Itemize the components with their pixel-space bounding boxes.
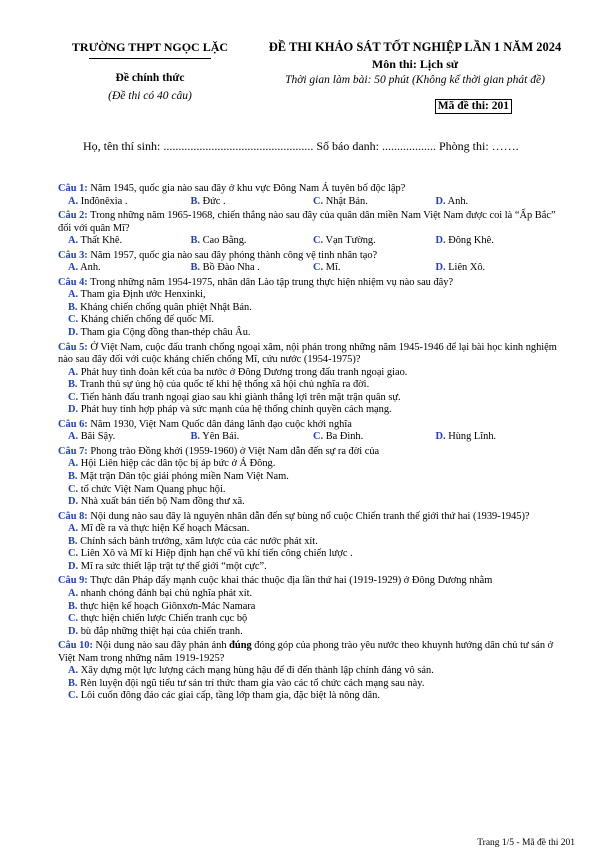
option-text: Nhà xuất bản tiến bộ Nam đồng thư xã. xyxy=(78,496,245,508)
option-letter: D. xyxy=(435,431,446,443)
option-text: Vạn Tường. xyxy=(323,235,376,247)
answer-options xyxy=(58,588,558,638)
option-text: nhanh chóng đánh bại chủ nghĩa phát xít. xyxy=(78,587,253,599)
option-text: Chính sách bành trướng, xâm lược của các nước phát xít. xyxy=(77,535,318,547)
answer-option xyxy=(58,496,558,509)
question-stem xyxy=(58,446,558,459)
option-letter: B. xyxy=(190,431,201,443)
answer-option xyxy=(313,196,436,209)
answer-option xyxy=(58,561,558,574)
question-label: Câu 5: xyxy=(58,341,88,353)
exam-title: ĐỀ THI KHẢO SÁT TỐT NGHIỆP LẦN 1 NĂM 2024 xyxy=(268,40,562,54)
answer-option xyxy=(58,665,558,678)
answer-options xyxy=(58,196,558,209)
question-text: Thực dân Pháp đẩy mạnh cuộc khai thác thuộc địa lần thứ hai (1919-1929) ở Đông Dương nhằm xyxy=(87,575,493,587)
answer-option xyxy=(191,196,314,209)
answer-option xyxy=(58,302,558,315)
option-letter: A. xyxy=(68,587,79,599)
question-label: Câu 3: xyxy=(58,249,88,261)
option-letter: A. xyxy=(68,523,79,535)
option-letter: D. xyxy=(68,327,79,339)
option-text: Xây dựng một lực lượng cách mạng hùng hậu để đi đến thành lập chính đảng vô sản. xyxy=(78,665,434,677)
answer-options xyxy=(58,289,558,339)
option-text: Liên Xô và Mĩ kí Hiệp định hạn chế vũ khí tiến công chiến lược . xyxy=(78,548,353,560)
answer-option xyxy=(58,367,558,380)
question-stem xyxy=(58,640,558,665)
option-text: Hùng Lĩnh. xyxy=(445,431,497,443)
question-item xyxy=(58,250,558,275)
option-text: Tiến hành đấu tranh ngoại giao sau khi giành thắng lợi trên mặt trận quân sự. xyxy=(78,391,401,403)
option-text: Tham gia Định ước Henxinki, xyxy=(78,289,206,301)
question-item xyxy=(58,511,558,574)
answer-option xyxy=(58,690,558,703)
option-letter: D. xyxy=(435,235,446,247)
option-text: Anh. xyxy=(78,262,101,274)
answer-option xyxy=(58,458,558,471)
question-emphasis: đúng xyxy=(229,640,252,652)
answer-option xyxy=(58,289,558,302)
question-label: Câu 8: xyxy=(58,510,88,522)
option-text: Ba Đình. xyxy=(323,431,364,443)
option-letter: D. xyxy=(435,195,446,207)
header-right xyxy=(250,40,580,86)
question-item xyxy=(58,183,558,208)
option-letter: C. xyxy=(68,548,79,560)
answer-option xyxy=(58,404,558,417)
question-text: Trong những năm 1954-1975, nhân dân Lào tập trung thực hiện nhiệm vụ nào sau đây? xyxy=(87,276,454,288)
answer-option xyxy=(313,431,436,444)
option-text: Hội Liên hiệp các dân tộc bị áp bức ở Á Đông. xyxy=(78,458,276,470)
option-letter: B. xyxy=(68,535,78,547)
option-text: Tranh thủ sự ủng hộ của quốc tế khi hệ thống xã hội chủ nghĩa ra đời. xyxy=(77,379,370,391)
option-letter: C. xyxy=(68,690,79,702)
answer-option xyxy=(68,431,191,444)
answer-option xyxy=(58,471,558,484)
option-text: Mĩ đề ra và thực hiện Kế hoạch Mácsan. xyxy=(78,523,250,535)
page-footer: Trang 1/5 - Mã đề thi 201 xyxy=(477,838,575,848)
question-text: Năm 1945, quốc gia nào sau đây ở khu vực Đông Nam Á tuyên bố độc lập? xyxy=(87,183,406,194)
option-text: Yên Bái. xyxy=(200,431,240,443)
exam-code-box xyxy=(435,99,512,114)
option-text: bù đắp những thiệt hại của chiến tranh. xyxy=(78,625,243,637)
option-letter: D. xyxy=(68,560,79,572)
answer-option xyxy=(58,588,558,601)
option-text: Kháng chiến chống quân phiệt Nhật Bản. xyxy=(77,301,252,313)
question-text: Nội dung nào sau đây là nguyên nhân dẫn đến sự bùng nổ cuộc Chiến tranh thế giới thứ hai (1939-1945)? xyxy=(87,510,530,522)
question-label: Câu 10: xyxy=(58,640,93,652)
answer-option xyxy=(58,548,558,561)
option-text: Cao Bằng. xyxy=(200,235,247,247)
question-stem xyxy=(58,210,558,235)
answer-options xyxy=(58,262,558,275)
answer-option xyxy=(58,601,558,614)
answer-option xyxy=(68,262,191,275)
question-item xyxy=(58,277,558,340)
option-text: Tham gia Cộng đồng than-thép châu Âu. xyxy=(78,327,251,339)
question-text-cont: đóng góp của phong trào yêu nước theo khuynh hướng dân chủ tư sản ở Việt Nam trong những năm 1919-1925? xyxy=(58,640,554,664)
answer-option xyxy=(191,431,314,444)
answer-option xyxy=(436,196,559,209)
answer-options xyxy=(58,523,558,573)
option-letter: C. xyxy=(313,195,324,207)
option-letter: C. xyxy=(313,262,324,274)
option-text: Bãi Sậy. xyxy=(78,431,116,443)
candidate-info-line: Họ, tên thí sinh: .................................................. Số báo danh: .................. Phòng thi: ……. xyxy=(83,139,519,153)
option-text: Bồ Đào Nha . xyxy=(200,262,260,274)
option-letter: C. xyxy=(313,431,324,443)
question-label: Câu 4: xyxy=(58,276,88,288)
header-divider xyxy=(89,58,211,59)
question-item xyxy=(58,640,558,703)
question-label: Câu 2: xyxy=(58,210,88,222)
exam-subject: Môn thi: Lịch sử xyxy=(371,57,459,71)
question-item xyxy=(58,419,558,444)
question-label: Câu 9: xyxy=(58,575,88,587)
official-label: Đề chính thức xyxy=(115,72,185,84)
question-text: Ở Việt Nam, cuộc đấu tranh chống ngoại xâm, nội phản trong những năm 1945-1946 để lại bài học kinh nghiệm nào sau đây đối với cuộc kháng chiến chống Mĩ, cứu nước (1954-1975)? xyxy=(58,341,557,366)
option-letter: B. xyxy=(190,235,201,247)
question-stem xyxy=(58,277,558,290)
option-letter: A. xyxy=(68,235,79,247)
option-text: Đức . xyxy=(200,195,226,207)
option-letter: A. xyxy=(68,458,79,470)
answer-options xyxy=(58,367,558,417)
question-stem xyxy=(58,342,558,367)
option-letter: C. xyxy=(68,613,79,625)
question-label: Câu 1: xyxy=(58,183,88,194)
option-text: Mĩ. xyxy=(323,262,341,274)
answer-option xyxy=(58,626,558,639)
option-text: Liên Xô. xyxy=(445,262,486,274)
option-letter: C. xyxy=(68,483,79,495)
answer-option xyxy=(191,235,314,248)
option-text: thực hiện chiến lược Chiến tranh cục bộ xyxy=(78,613,248,625)
option-text: Phát huy tính hợp pháp và sức mạnh của hệ thống chính quyền cách mạng. xyxy=(78,404,392,416)
answer-option xyxy=(58,314,558,327)
option-letter: A. xyxy=(68,665,79,677)
answer-option xyxy=(58,379,558,392)
option-text: Anh. xyxy=(445,195,469,207)
option-letter: B. xyxy=(68,379,78,391)
question-text: Năm 1957, quốc gia nào sau đây phóng thành công vệ tinh nhân tạo? xyxy=(87,249,378,261)
option-letter: D. xyxy=(68,625,79,637)
option-letter: D. xyxy=(68,404,79,416)
question-list xyxy=(58,183,558,705)
option-text: Inđônêxia . xyxy=(78,195,128,207)
answer-option xyxy=(436,235,559,248)
answer-option xyxy=(436,431,559,444)
answer-option xyxy=(313,262,436,275)
option-text: Rèn luyện đội ngũ tiểu tư sản trí thức tham gia vào các tổ chức cách mạng sau này. xyxy=(77,677,425,689)
question-stem xyxy=(58,575,558,588)
option-letter: B. xyxy=(68,677,78,689)
question-item xyxy=(58,342,558,417)
answer-options xyxy=(58,431,558,444)
option-letter: B. xyxy=(190,262,201,274)
option-letter: D. xyxy=(435,262,446,274)
answer-option xyxy=(436,262,559,275)
answer-options xyxy=(58,665,558,703)
option-text: Lôi cuốn đông đảo các giai cấp, tầng lớp tham gia, đặc biệt là nông dân. xyxy=(78,690,380,702)
answer-option xyxy=(191,262,314,275)
option-letter: B. xyxy=(68,471,78,483)
pages-note: (Đề thi có 40 câu) xyxy=(108,90,192,102)
option-text: Phát huy tình đoàn kết của ba nước ở Đông Dương trong đấu tranh ngoại giao. xyxy=(78,366,408,378)
option-letter: A. xyxy=(68,366,79,378)
answer-option xyxy=(68,196,191,209)
option-text: Đông Khê. xyxy=(445,235,494,247)
school-name: TRƯỜNG THPT NGỌC LẶC xyxy=(71,40,229,54)
option-letter: A. xyxy=(68,195,79,207)
answer-options xyxy=(58,458,558,508)
question-text: Năm 1930, Việt Nam Quốc dân đảng lãnh đạo cuộc khởi nghĩa xyxy=(87,418,352,430)
answer-option xyxy=(58,392,558,405)
option-text: tổ chức Việt Nam Quang phục hội. xyxy=(78,483,226,495)
option-letter: C. xyxy=(68,314,79,326)
option-letter: B. xyxy=(68,301,78,313)
option-letter: B. xyxy=(190,195,201,207)
option-letter: A. xyxy=(68,431,79,443)
answer-option xyxy=(58,678,558,691)
answer-option xyxy=(68,235,191,248)
option-letter: C. xyxy=(68,391,79,403)
answer-option xyxy=(58,613,558,626)
option-letter: B. xyxy=(68,600,78,612)
question-text: Trong những năm 1965-1968, chiến thắng nào sau đây của quân dân miền Nam Việt Nam được coi là “Ấp Bắc” đối với quân Mĩ? xyxy=(58,210,556,234)
question-stem xyxy=(58,250,558,263)
option-text: Kháng chiến chống đế quốc Mĩ. xyxy=(78,314,215,326)
question-item xyxy=(58,210,558,248)
option-letter: C. xyxy=(313,235,324,247)
question-item xyxy=(58,446,558,509)
option-text: Mĩ ra sức thiết lập trật tự thế giới “một cực”. xyxy=(78,560,267,572)
question-label: Câu 6: xyxy=(58,418,88,430)
answer-option xyxy=(58,523,558,536)
option-letter: A. xyxy=(68,289,79,301)
question-stem xyxy=(58,419,558,432)
option-text: Mặt trận Dân tộc giải phóng miền Nam Việt Nam. xyxy=(77,471,289,483)
option-letter: D. xyxy=(68,496,79,508)
option-text: Thất Khê. xyxy=(78,235,123,247)
question-text: Phong trào Đồng khởi (1959-1960) ở Việt Nam dẫn đến sự ra đời của xyxy=(87,445,380,457)
answer-option xyxy=(58,536,558,549)
header-left xyxy=(55,40,245,102)
question-stem xyxy=(58,183,558,196)
question-stem xyxy=(58,511,558,524)
answer-option xyxy=(313,235,436,248)
answer-option xyxy=(58,484,558,497)
question-label: Câu 7: xyxy=(58,445,88,457)
question-text: Nội dung nào sau đây phản ánh xyxy=(92,640,230,652)
answer-option xyxy=(58,327,558,340)
option-text: Nhật Bản. xyxy=(323,195,368,207)
option-text: thực hiện kế hoạch Giônxơn-Mác Namara xyxy=(77,600,256,612)
option-letter: A. xyxy=(68,262,79,274)
question-item xyxy=(58,575,558,638)
exam-code: Mã đề thi: 201 xyxy=(437,100,509,112)
answer-options xyxy=(58,235,558,248)
time-note: Thời gian làm bài: 50 phút (Không kể thời gian phát đề) xyxy=(285,74,545,86)
